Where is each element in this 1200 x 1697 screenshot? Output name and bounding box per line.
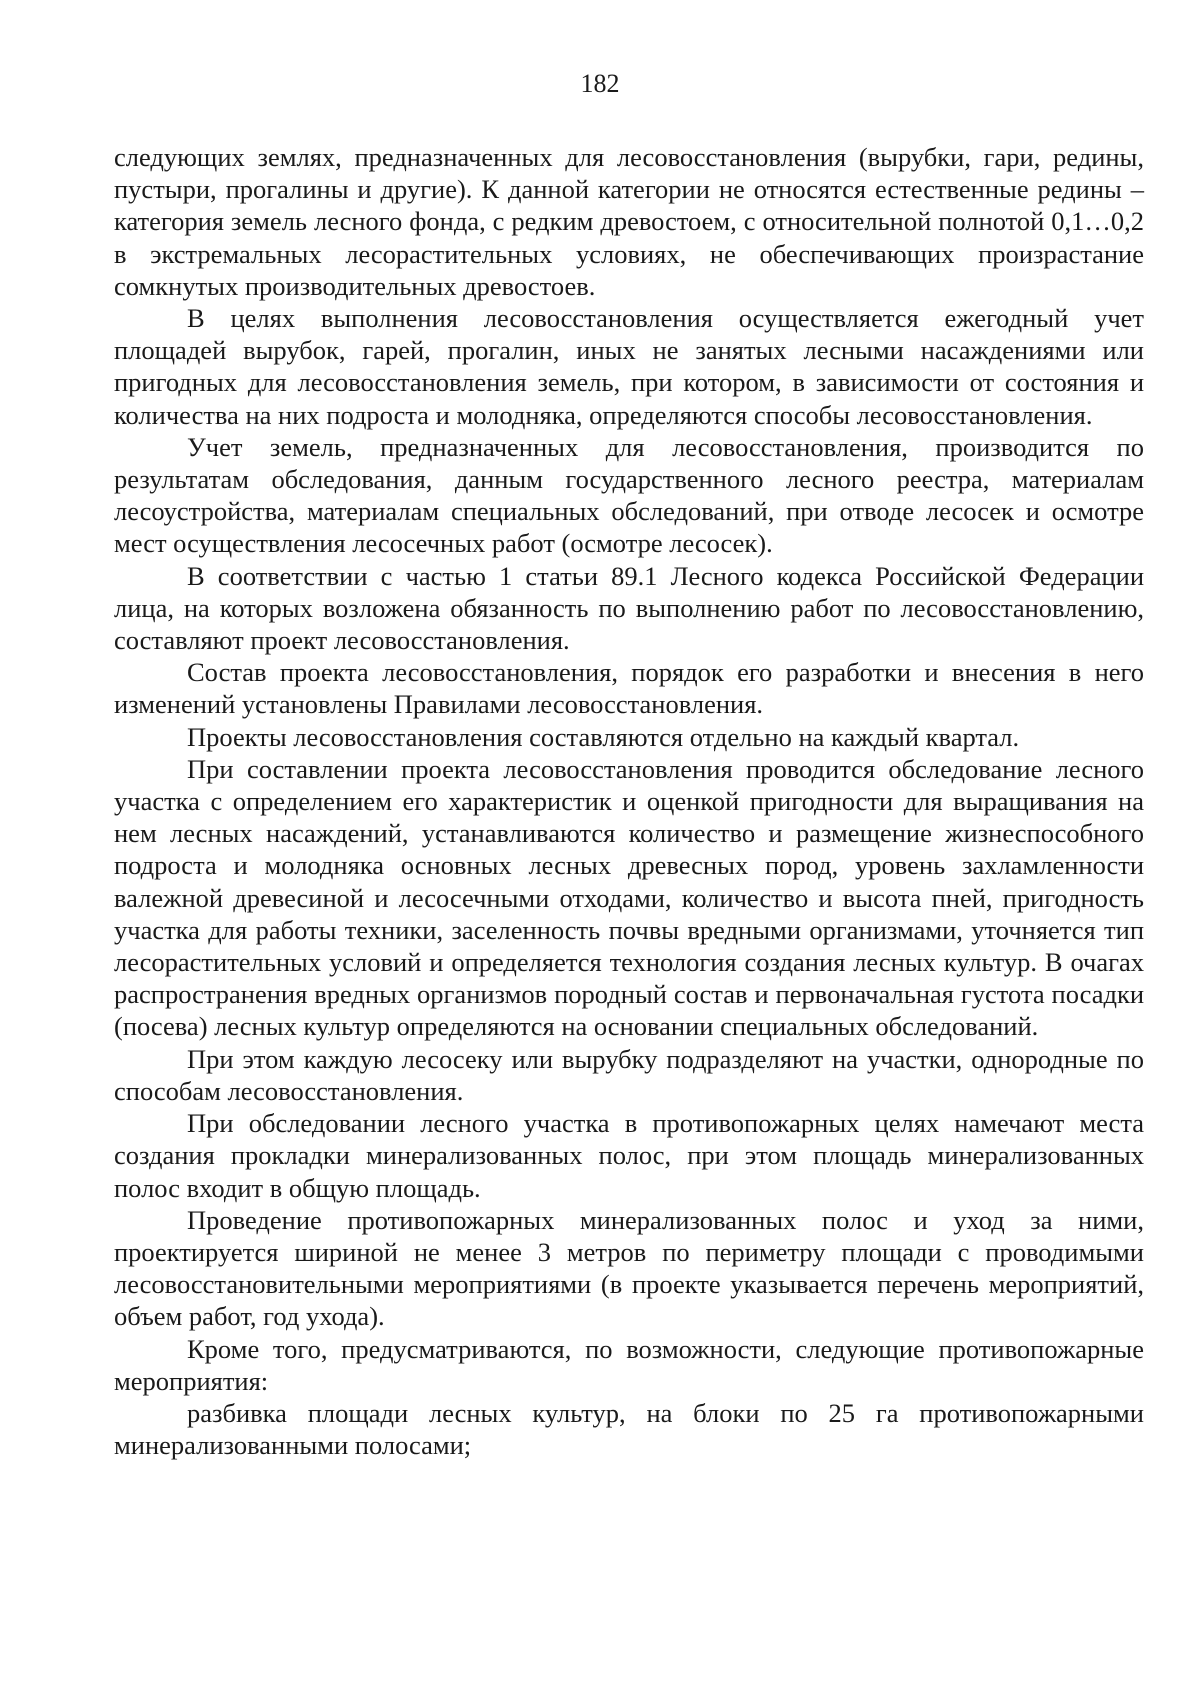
paragraph: В соответствии с частью 1 статьи 89.1 Лесного кодекса Российской Федерации лица, на которых возложена обязанность по выполнению работ по лесовосстановлению, составляют проект лесовосстановления.: [114, 560, 1144, 656]
page-number: 182: [580, 69, 620, 98]
paragraph: Учет земель, предназначенных для лесовосстановления, производится по результатам обследования, данным государственного лесного реестра, материалам лесоустройства, материалам специальных обследований, при отводе лесосек и осмотре мест осуществления лесосечных работ (осмотре лесосек).: [114, 431, 1144, 559]
paragraph: При обследовании лесного участка в противопожарных целях намечают места создания прокладки минерализованных полос, при этом площадь минерализованных полос входит в общую площадь.: [114, 1108, 1144, 1203]
paragraph: В целях выполнения лесовосстановления осуществляется ежегодный учет площадей вырубок, гарей, прогалин, иных не занятых лесными насаждениями или пригодных для лесовосстановления земель, при котором, в зависимости от состояния и количества на них подроста и молодняка, определяются способы лесовосстановления.: [114, 303, 1144, 430]
paragraph: следующих землях, предназначенных для лесовосстановления (вырубки, гари, редины, пустыри, прогалины и другие). К данной категории не относятся естественные редины – категория земель лесного фонда, с редким древостоем, с относительной полнотой 0,1…0,2 в экстремальных лесорастительных условиях, не обеспечивающих произрастание сомкнутых производительных древостоев.: [114, 142, 1144, 301]
paragraph: Проведение противопожарных минерализованных полос и уход за ними, проектируется шириной не менее 3 метров по периметру площади с проводимыми лесовосстановительными мероприятиями (в проекте указывается перечень мероприятий, объем работ, год ухода).: [114, 1204, 1144, 1332]
paragraph: При составлении проекта лесовосстановления проводится обследование лесного участка с определением его характеристик и оценкой пригодности для выращивания на нем лесных насаждений, устанавливаются количество и размещение жизнеспособного подроста и молодняка основных лесных древесных пород, уровень захламленности валежной древесиной и лесосечными отходами, количество и высота пней, пригодность участка для работы техники, заселенность почвы вредными организмами, уточняется тип лесорастительных условий и определяется технология создания лесных культур. В очагах распространения вредных организмов породный состав и первоначальная густота посадки (посева) лесных культур определяются на основании специальных обследований.: [114, 753, 1144, 1042]
paragraph: Проекты лесовосстановления составляются отдельно на каждый квартал.: [187, 721, 1020, 752]
paragraph: разбивка площади лесных культур, на блоки по 25 га противопожарными минерализованными полосами;: [114, 1397, 1144, 1461]
paragraph: Состав проекта лесовосстановления, порядок его разработки и внесения в него изменений установлены Правилами лесовосстановления.: [114, 657, 1144, 720]
body-text: [114, 141, 1144, 1461]
paragraph: При этом каждую лесосеку или вырубку подразделяют на участки, однородные по способам лесовосстановления.: [114, 1043, 1144, 1106]
paragraph: Кроме того, предусматриваются, по возможности, следующие противопожарные мероприятия:: [114, 1333, 1144, 1396]
